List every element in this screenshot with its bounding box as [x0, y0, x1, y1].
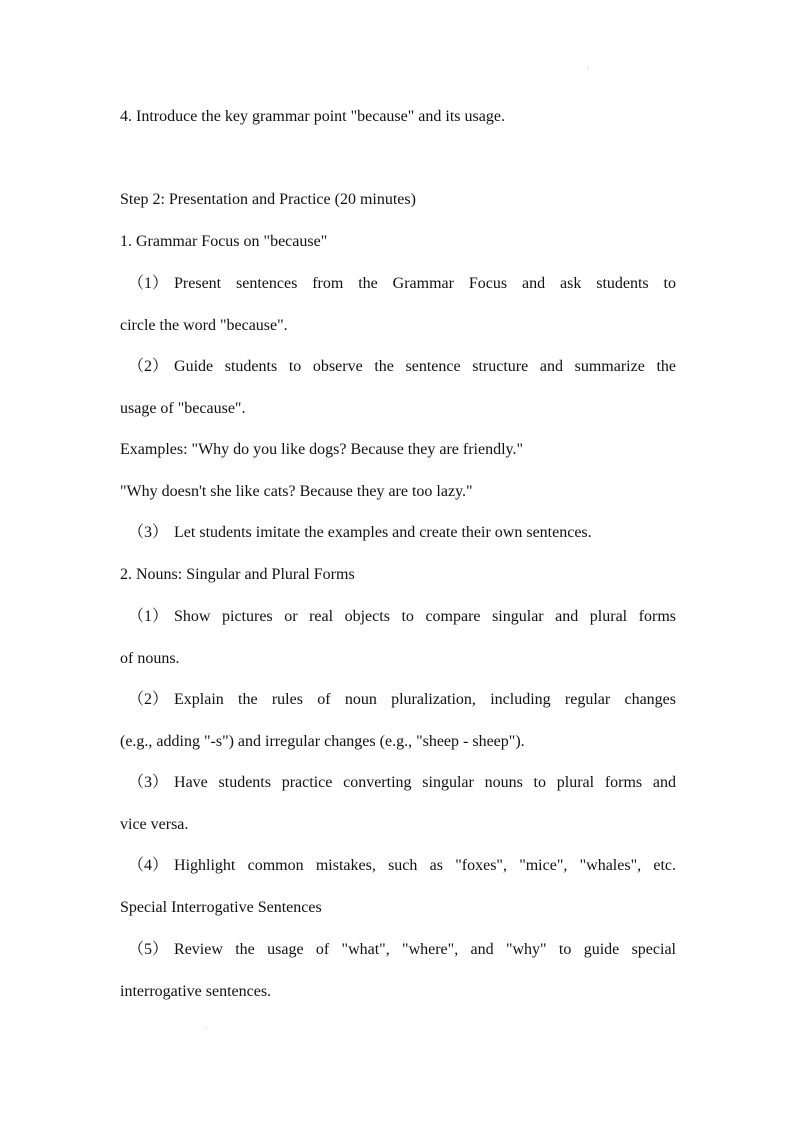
section1-item1-line2: circle the word "because".: [120, 317, 288, 334]
section1-item1-line1: [128, 272, 676, 296]
scan-speck: [588, 68, 589, 69]
item-number: （3）: [128, 774, 169, 791]
section1-item2-line2: usage of "because".: [120, 400, 246, 417]
section2-item3-line1: [128, 771, 676, 795]
intro-item: 4. Introduce the key grammar point "because" and its usage.: [120, 108, 505, 125]
example-line-2: "Why doesn't she like cats? Because they are too lazy.": [120, 483, 473, 500]
item-number: （5）: [128, 941, 169, 958]
item-text: Let students imitate the examples and create their own sentences.: [174, 524, 592, 541]
item-text: Show pictures or real objects to compare singular and plural forms: [174, 608, 676, 625]
item-number: （1）: [128, 275, 169, 292]
item-text: Explain the rules of noun pluralization, including regular changes: [174, 691, 676, 708]
section1-item2-line1: [128, 355, 676, 379]
item-text: Present sentences from the Grammar Focus and ask students to: [174, 275, 676, 292]
item-number: （4）: [128, 857, 169, 874]
section2-item1-line2: of nouns.: [120, 650, 180, 667]
section3-item5-line2: interrogative sentences.: [120, 983, 272, 1000]
item-text: Have students practice converting singular nouns to plural forms and: [174, 774, 676, 791]
section2-item1-line1: [128, 605, 676, 629]
section1-heading: 1. Grammar Focus on "because": [120, 233, 328, 250]
item-number: （3）: [128, 524, 169, 541]
section1-item3: [128, 521, 676, 545]
item-text: Guide students to observe the sentence structure and summarize the: [174, 358, 676, 375]
example-line-1: Examples: "Why do you like dogs? Because they are friendly.": [120, 441, 524, 458]
item-number: （2）: [128, 358, 169, 375]
section2-item4: [128, 854, 676, 878]
section2-item3-line2: vice versa.: [120, 816, 189, 833]
section2-item2-line1: [128, 688, 676, 712]
section3-heading: Special Interrogative Sentences: [120, 899, 322, 916]
section3-item5-line1: [128, 938, 676, 962]
section2-item2-line2: (e.g., adding "-s") and irregular changes (e.g., "sheep - sheep").: [120, 733, 525, 750]
item-number: （2）: [128, 691, 169, 708]
section2-heading: 2. Nouns: Singular and Plural Forms: [120, 566, 355, 583]
item-number: （1）: [128, 608, 169, 625]
item-text: Review the usage of "what", "where", and "why" to guide special: [174, 941, 676, 958]
step-heading: Step 2: Presentation and Practice (20 minutes): [120, 191, 416, 208]
item-text: Highlight common mistakes, such as "foxes", "mice", "whales", etc.: [174, 857, 676, 874]
scan-speck: [206, 1027, 207, 1028]
